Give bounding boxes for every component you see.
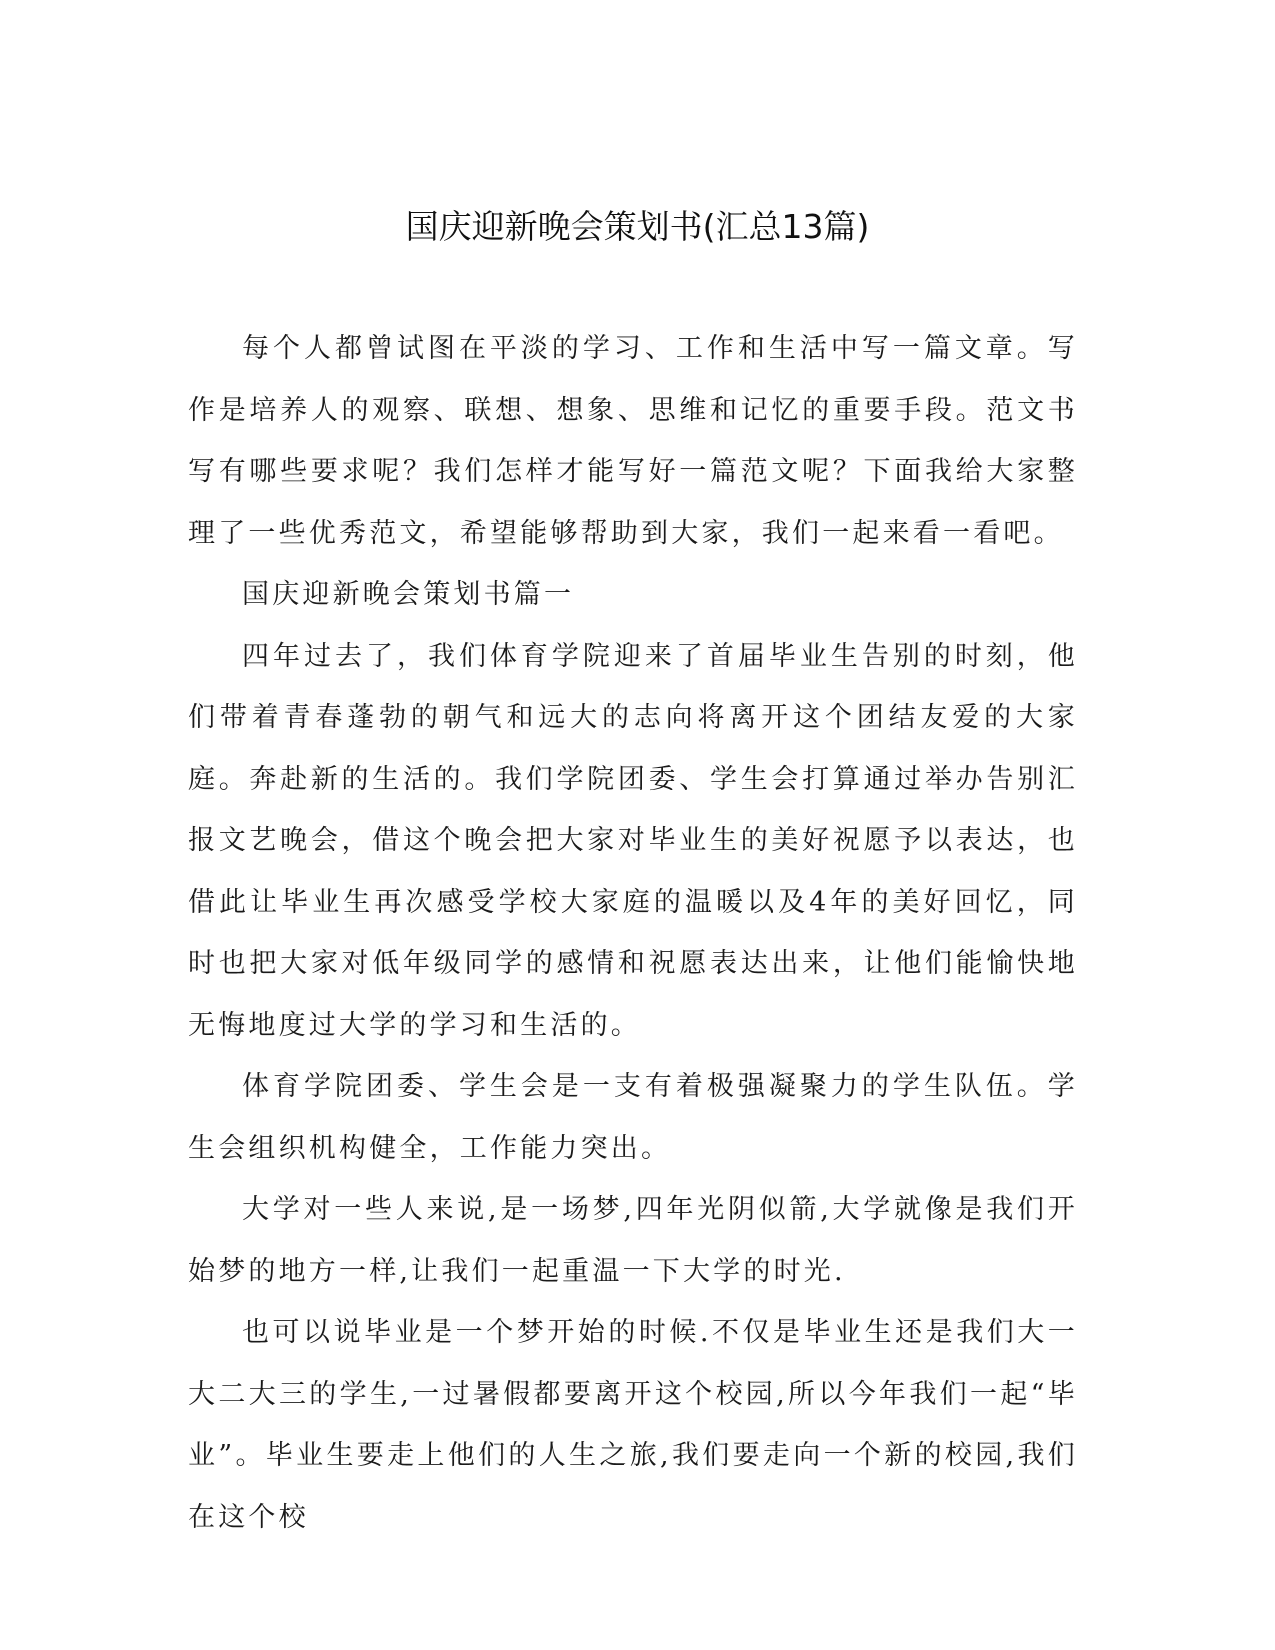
body-paragraph: 体育学院团委、学生会是一支有着极强凝聚力的学生队伍。学生会组织机构健全，工作能力突出。: [188, 1071, 1078, 1164]
body-paragraph: 也可以说毕业是一个梦开始的时候.不仅是毕业生还是我们大一大二大三的学生,一过暑假都要离开这个校园,所以今年我们一起“毕业”。毕业生要走上他们的人生之旅,我们要走向一个新的校园,我们在这个校: [188, 1317, 1078, 1533]
intro-paragraph: 每个人都曾试图在平淡的学习、工作和生活中写一篇文章。写作是培养人的观察、联想、想象、思维和记忆的重要手段。范文书写有哪些要求呢？我们怎样才能写好一篇范文呢？下面我给大家整理了一些优秀范文，希望能够帮助到大家，我们一起来看一看吧。: [188, 333, 1078, 549]
document-title: 国庆迎新晚会策划书(汇总13篇): [405, 207, 870, 246]
body-paragraph: 四年过去了，我们体育学院迎来了首届毕业生告别的时刻，他们带着青春蓬勃的朝气和远大的志向将离开这个团结友爱的大家庭。奔赴新的生活的。我们学院团委、学生会打算通过举办告别汇报文艺晚会，借这个晚会把大家对毕业生的美好祝愿予以表达，也借此让毕业生再次感受学校大家庭的温暖以及4年的美好回忆，同时也把大家对低年级同学的感情和祝愿表达出来，让他们能愉快地无悔地度过大学的学习和生活的。: [188, 640, 1078, 1041]
body-paragraph: 大学对一些人来说,是一场梦,四年光阴似箭,大学就像是我们开始梦的地方一样,让我们一起重温一下大学的时光.: [188, 1194, 1078, 1287]
document-body: [188, 318, 1078, 1548]
section-heading: 国庆迎新晚会策划书篇一: [242, 579, 575, 610]
